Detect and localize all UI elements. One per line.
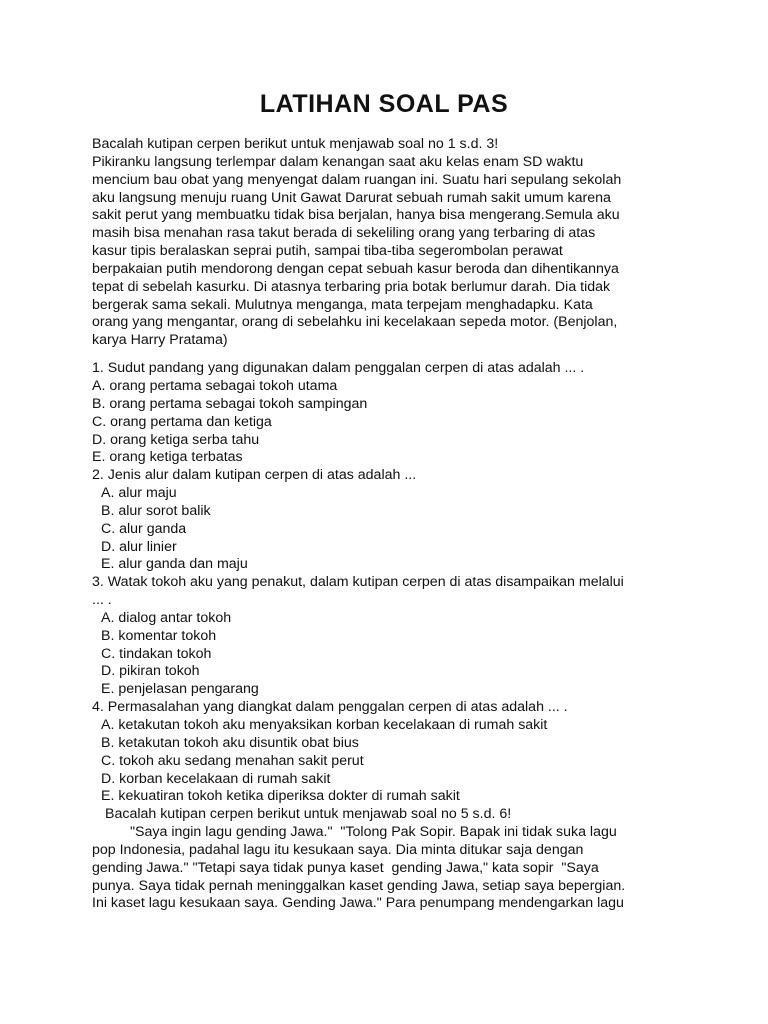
passage-line: kasur tipis beralaskan seprai putih, sampai tiba-tiba segerombolan perawat (92, 243, 563, 260)
answer-option: D. pikiran tokoh (101, 663, 200, 680)
passage-1 (92, 154, 682, 350)
question-text: 2. Jenis alur dalam kutipan cerpen di atas adalah ... (92, 467, 417, 484)
answer-option: B. ketakutan tokoh aku disuntik obat bius (101, 734, 359, 751)
passage-line: sakit perut yang membuatku tidak bisa berjalan, hanya bisa mengerang.Semula aku (92, 207, 620, 224)
answer-option: B. orang pertama sebagai tokoh sampingan (92, 395, 368, 412)
passage-line: masih bisa menahan rasa takut berada di sekeliling orang yang terbaring di atas (92, 225, 596, 242)
answer-option: E. alur ganda dan maju (101, 556, 248, 573)
passage-line: Pikiranku langsung terlempar dalam kenangan saat aku kelas enam SD waktu (92, 153, 584, 170)
passage-line: karya Harry Pratama) (92, 332, 228, 349)
question-text: 4. Permasalahan yang diangkat dalam penggalan cerpen di atas adalah ... . (92, 699, 568, 716)
passage-line: bergerak sama sekali. Mulutnya menganga, mata terpejam menghadapku. Kata (92, 296, 593, 313)
answer-option: B. alur sorot balik (101, 502, 211, 519)
answer-option: A. dialog antar tokoh (101, 609, 232, 626)
passage-line: tepat di sebelah kasurku. Di atasnya terbaring pria botak berlumur darah. Dia tidak (92, 278, 611, 295)
passage-line: gending Jawa." "Tetapi saya tidak punya kaset gending Jawa," kata sopir "Saya (92, 859, 599, 876)
passage-instruction: Bacalah kutipan cerpen berikut untuk menjawab soal no 1 s.d. 3! (92, 136, 499, 152)
answer-option: E. penjelasan pengarang (101, 681, 259, 698)
passage-line: mencium bau obat yang menyengat dalam ruangan ini. Suatu hari sepulang sekolah (92, 171, 622, 188)
passage-line: aku langsung menuju ruang Unit Gawat Darurat sebuah rumah sakit umum karena (92, 189, 611, 206)
passage-line: Ini kaset lagu kesukaan saya. Gending Jawa." Para penumpang mendengarkan lagu (92, 895, 624, 912)
page-title: LATIHAN SOAL PAS (259, 90, 509, 118)
passage-instruction: Bacalah kutipan cerpen berikut untuk menjawab soal no 5 s.d. 6! (105, 806, 512, 823)
question-text: 1. Sudut pandang yang digunakan dalam penggalan cerpen di atas adalah ... . (92, 360, 585, 377)
answer-option: C. orang pertama dan ketiga (92, 413, 272, 430)
document-body (92, 136, 682, 913)
passage-2 (92, 824, 682, 913)
answer-option: E. kekuatiran tokoh ketika diperiksa dokter di rumah sakit (101, 788, 460, 805)
passage-line: "Saya ingin lagu gending Jawa." "Tolong Pak Sopir. Bapak ini tidak suka lagu (130, 824, 617, 841)
question-text: ... . (92, 592, 112, 609)
answer-option: D. korban kecelakaan di rumah sakit (101, 770, 331, 787)
answer-option: C. tindakan tokoh (101, 645, 212, 662)
passage-line: punya. Saya tidak pernah meninggalkan kaset gending Jawa, setiap saya bepergian. (92, 877, 626, 894)
answer-option: A. alur maju (101, 485, 177, 502)
answer-option: A. ketakutan tokoh aku menyaksikan korban kecelakaan di rumah sakit (101, 717, 548, 733)
question-1 (92, 360, 682, 467)
answer-option: D. orang ketiga serba tahu (92, 431, 260, 448)
answer-option: E. orang ketiga terbatas (92, 449, 243, 466)
answer-option: C. alur ganda (101, 520, 187, 537)
question-4 (92, 699, 682, 806)
answer-option: A. orang pertama sebagai tokoh utama (92, 377, 338, 394)
passage-line: pop Indonesia, padahal lagu itu kesukaan saya. Dia minta ditukar saja dengan (92, 841, 584, 858)
question-2 (92, 467, 682, 574)
answer-option: D. alur linier (101, 538, 177, 555)
question-text: 3. Watak tokoh aku yang penakut, dalam kutipan cerpen di atas disampaikan melalui (92, 574, 624, 591)
question-3 (92, 574, 682, 699)
passage-line: orang yang mengantar, orang di sebelahku ini kecelakaan sepeda motor. (Benjolan, (92, 314, 618, 331)
answer-option: C. tokoh aku sedang menahan sakit perut (101, 752, 364, 769)
answer-option: B. komentar tokoh (101, 627, 217, 644)
passage-line: berpakaian putih mendorong dengan cepat sebuah kasur beroda dan dihentikannya (92, 260, 619, 277)
